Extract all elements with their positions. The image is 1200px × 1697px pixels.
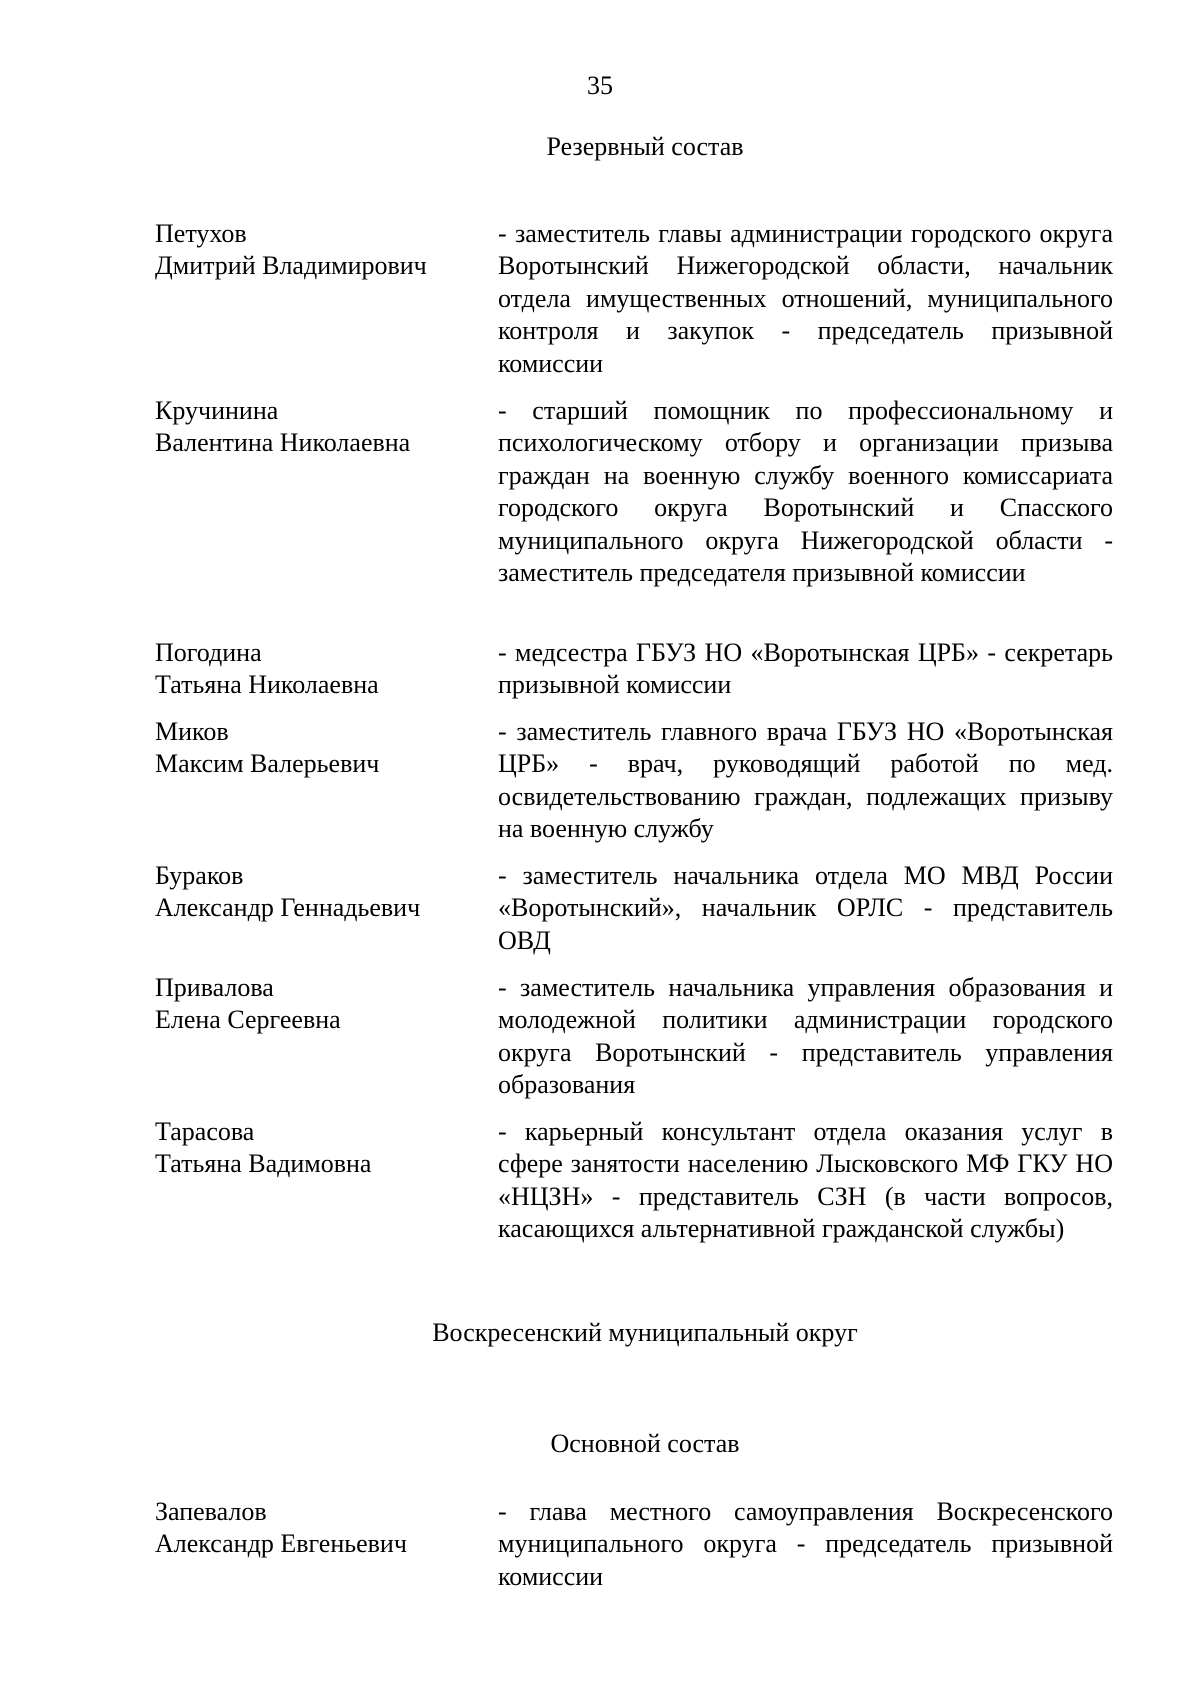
member-name — [155, 716, 475, 781]
member-role: - старший помощник по профессиональному и психологическому отбору и организации призыва граждан на военную службу военного комиссариата городского округа Воротынский и Спасского муниципального округа Нижегородской области - заместитель председателя призывной комиссии — [498, 396, 1113, 588]
page-number: 35 — [587, 71, 613, 100]
member-role: - заместитель начальника управления образования и молодежной политики администрации городского округа Воротынский - представитель управления образования — [498, 973, 1113, 1100]
member-role: - заместитель главного врача ГБУЗ НО «Воротынская ЦРБ» - врач, руководящий работой по мед. освидетельствованию граждан, подлежащих призыву на военную службу — [498, 717, 1113, 844]
member-surname: Миков — [155, 717, 229, 746]
member-name — [155, 637, 475, 702]
member-role: - карьерный консультант отдела оказания услуг в сфере занятости населению Лысковского МФ ГКУ НО «НЦЗН» - представитель СЗН (в части вопросов, касающихся альтернативной гражданской службы) — [498, 1117, 1113, 1244]
reserve-composition-heading: Резервный состав — [546, 132, 744, 161]
member-given-names: Татьяна Вадимовна — [155, 1149, 372, 1179]
member-name — [155, 860, 475, 925]
member-given-names: Александр Геннадьевич — [155, 893, 421, 923]
member-role: - заместитель главы администрации городского округа Воротынский Нижегородской области, начальник отдела имущественных отношений, муниципального контроля и закупок - председатель призывной комиссии — [498, 219, 1113, 378]
member-surname: Погодина — [155, 638, 262, 667]
member-name — [155, 1496, 475, 1561]
member-surname: Бураков — [155, 861, 244, 890]
district-title: Воскресенский муниципальный округ — [432, 1318, 858, 1347]
member-surname: Петухов — [155, 219, 247, 248]
member-name — [155, 1116, 475, 1181]
main-composition-heading: Основной состав — [550, 1429, 740, 1458]
member-surname: Тарасова — [155, 1117, 255, 1146]
member-given-names: Максим Валерьевич — [155, 749, 380, 779]
member-given-names: Валентина Николаевна — [155, 428, 411, 458]
member-given-names: Дмитрий Владимирович — [155, 251, 427, 281]
member-role: - глава местного самоуправления Воскресенского муниципального округа - председатель призывной комиссии — [498, 1497, 1113, 1591]
member-role: - заместитель начальника отдела МО МВД России «Воротынский», начальник ОРЛС - представитель ОВД — [498, 861, 1113, 955]
member-name — [155, 972, 475, 1037]
member-name — [155, 395, 475, 460]
member-given-names: Татьяна Николаевна — [155, 670, 379, 700]
member-role: - медсестра ГБУЗ НО «Воротынская ЦРБ» - секретарь призывной комиссии — [498, 638, 1113, 700]
member-given-names: Елена Сергеевна — [155, 1005, 341, 1035]
member-surname: Привалова — [155, 973, 274, 1002]
member-given-names: Александр Евгеньевич — [155, 1529, 407, 1559]
member-surname: Кручинина — [155, 396, 279, 425]
member-name — [155, 218, 475, 283]
member-surname: Запевалов — [155, 1497, 267, 1526]
